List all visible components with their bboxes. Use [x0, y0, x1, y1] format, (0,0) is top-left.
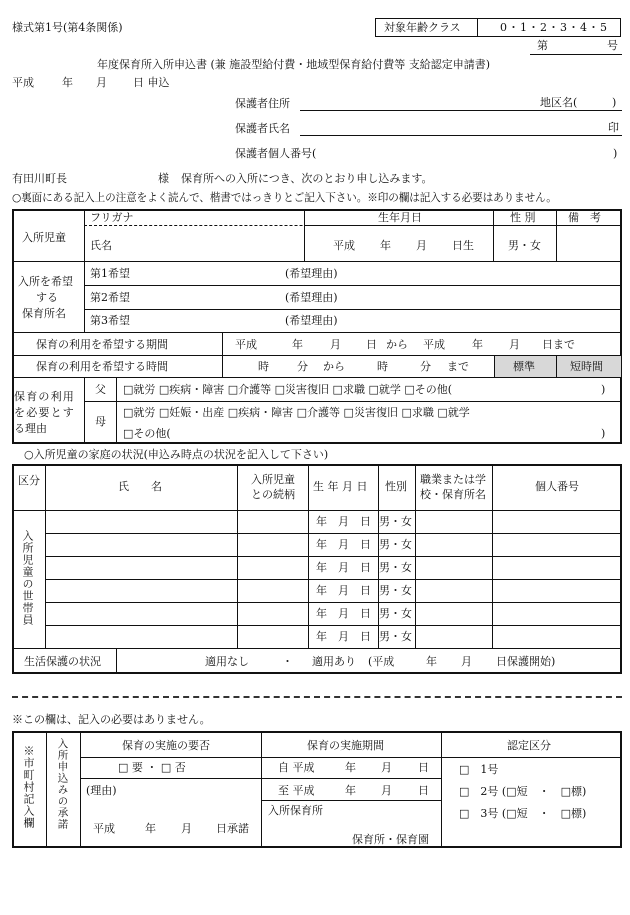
period-header: 保育の実施期間 — [307, 739, 384, 752]
child-birth-day: 日生 — [452, 239, 474, 252]
reason-father-label: 父 — [95, 383, 106, 396]
period-to-month: 月 — [509, 338, 520, 351]
welfare-dot: ・ — [282, 655, 293, 668]
approval-year: 年 — [145, 822, 156, 835]
preference-label-1: 入所を希望 — [18, 275, 73, 288]
notice-text: ○裏面にある記入上の注意をよく読んで、楷書ではっきりとご記入下さい。※印の欄は記入する必要はありません。 — [12, 192, 557, 204]
welfare-day-start: 日保護開始) — [496, 655, 556, 668]
request-text: 保育所への入所につき、次のとおり申し込みます。 — [181, 172, 433, 185]
household-row-birthdate[interactable]: 年 月 日 — [316, 607, 371, 620]
reason-father-close: ) — [601, 383, 606, 396]
apply-date-year: 年 — [62, 76, 73, 89]
period-to-day: 日まで — [542, 338, 575, 351]
reason-mother-label: 母 — [95, 415, 106, 428]
decision-header: 保育の実施の要否 — [122, 739, 210, 752]
household-heading: ○入所児童の家庭の状況(申込み時点の状況を記入して下さい) — [24, 448, 329, 461]
period-to-era: 平成 — [423, 338, 445, 351]
number-dai: 第 — [537, 39, 548, 52]
guardian-id-close: ) — [613, 147, 618, 160]
preference-1-label[interactable]: 第1希望 — [90, 267, 130, 280]
office-from-day: 日 — [418, 761, 429, 774]
child-gender-options[interactable]: 男・女 — [508, 239, 541, 252]
approval-day: 日承諾 — [216, 822, 249, 835]
reason-mother-other[interactable]: □その他( — [123, 427, 171, 440]
office-note: ※この欄は、記入の必要はありません。 — [12, 713, 211, 726]
reason-label-3: る理由 — [14, 422, 47, 435]
decision-reason: (理由) — [86, 784, 117, 797]
col-relation-1: 入所児童 — [251, 473, 295, 486]
cut-line — [12, 696, 622, 698]
child-gender-label: 性 別 — [510, 211, 536, 224]
hours-from-hour: 時 — [258, 360, 269, 373]
household-row-birthdate[interactable]: 年 月 日 — [316, 584, 371, 597]
guardian-name-label: 保護者氏名 — [235, 122, 290, 135]
col-relation-2: との続柄 — [251, 488, 295, 501]
approval-era: 平成 — [93, 822, 115, 835]
child-section-label: 入所児童 — [22, 231, 66, 244]
office-side-label: ※市町村記入欄 — [22, 745, 35, 829]
approval-month: 月 — [181, 822, 192, 835]
office-to-day: 日 — [418, 784, 429, 797]
hours-from-min: 分 — [297, 360, 308, 373]
office-app-label: 入所申込みの承諾 — [56, 738, 69, 830]
office-from-month: 月 — [381, 761, 392, 774]
reason-label-1: 保育の利用 — [14, 390, 75, 403]
child-birth-era: 平成 — [333, 239, 355, 252]
period-from-month: 月 — [330, 338, 341, 351]
welfare-era: (平成 — [368, 655, 395, 668]
guardian-address-label: 保護者住所 — [235, 97, 290, 110]
welfare-applied[interactable]: 適用あり — [312, 655, 356, 668]
hours-short[interactable]: 短時間 — [570, 360, 603, 373]
child-birth-year: 年 — [380, 239, 391, 252]
hours-label: 保育の利用を希望する時間 — [36, 360, 168, 373]
form-title: 年度保育所入所申込書 (兼 施設型給付費・地域型保育給付費等 支給認定申請書) — [97, 58, 491, 71]
period-to-year: 年 — [472, 338, 483, 351]
form-number: 様式第1号(第4条関係) — [12, 21, 123, 34]
preference-1-reason: (希望理由) — [285, 267, 338, 280]
period-kara: から — [386, 338, 408, 351]
reason-label-2: を必要とす — [14, 406, 75, 419]
welfare-month: 月 — [461, 655, 472, 668]
child-name-label: 氏名 — [90, 239, 112, 252]
office-to-month: 月 — [381, 784, 392, 797]
facility-label: 入所保育所 — [268, 804, 323, 817]
facility-suffix: 保育所・保育園 — [352, 833, 429, 846]
household-row-gender[interactable]: 男・女 — [379, 561, 412, 574]
period-from-year: 年 — [292, 338, 303, 351]
age-class-label: 対象年齢クラス — [384, 21, 461, 34]
hours-to-min: 分 — [420, 360, 431, 373]
number-go: 号 — [607, 39, 618, 52]
preference-2-reason: (希望理由) — [285, 291, 338, 304]
preference-label-3: 保育所名 — [22, 307, 66, 320]
apply-date-month: 月 — [96, 76, 107, 89]
household-row-gender[interactable]: 男・女 — [379, 630, 412, 643]
household-row-gender[interactable]: 男・女 — [379, 607, 412, 620]
office-from-year: 年 — [345, 761, 356, 774]
preference-3-label[interactable]: 第3希望 — [90, 314, 130, 327]
reason-mother-close: ) — [601, 427, 606, 440]
office-from-label: 自 平成 — [278, 761, 315, 774]
child-remarks-label: 備 考 — [568, 211, 601, 224]
cert-2[interactable]: □ 2号 (□短 ・ □標) — [459, 785, 587, 798]
welfare-year: 年 — [426, 655, 437, 668]
period-from-era: 平成 — [235, 338, 257, 351]
col-job-2: 校・保育所名 — [420, 488, 486, 501]
household-row-birthdate[interactable]: 年 月 日 — [316, 538, 371, 551]
addressee-sama: 様 — [158, 172, 169, 185]
preference-3-reason: (希望理由) — [285, 314, 338, 327]
child-birthdate-label: 生年月日 — [378, 211, 422, 224]
reason-father-options[interactable]: □就労 □疾病・障害 □介護等 □災害復旧 □求職 □就学 □その他( — [123, 383, 453, 396]
col-birth: 生 年 月 日 — [313, 480, 368, 493]
cert-1[interactable]: □ 1号 — [459, 763, 499, 776]
district-close: ) — [612, 96, 617, 109]
welfare-label: 生活保護の状況 — [24, 655, 101, 668]
hours-standard[interactable]: 標準 — [513, 360, 535, 373]
household-row-birthdate[interactable]: 年 月 日 — [316, 630, 371, 643]
household-row-birthdate[interactable]: 年 月 日 — [316, 515, 371, 528]
seal-mark: 印 — [608, 121, 619, 134]
col-job-1: 職業または学 — [420, 473, 486, 486]
guardian-id-label[interactable]: 保護者個人番号( — [235, 147, 317, 160]
welfare-none[interactable]: 適用なし — [205, 655, 249, 668]
period-label: 保育の利用を希望する期間 — [36, 338, 168, 351]
apply-date-era: 平成 — [12, 76, 34, 89]
reason-mother-options[interactable]: □就労 □妊娠・出産 □疾病・障害 □介護等 □災害復旧 □求職 □就学 — [123, 406, 470, 419]
hours-kara: から — [323, 360, 345, 373]
age-class-values[interactable]: 0・1・2・3・4・5 — [500, 21, 608, 34]
hours-made: まで — [447, 360, 469, 373]
col-name: 氏 名 — [118, 480, 162, 493]
office-to-label: 至 平成 — [278, 784, 315, 797]
col-kubun: 区分 — [18, 474, 40, 487]
household-row-gender[interactable]: 男・女 — [379, 584, 412, 597]
office-to-year: 年 — [345, 784, 356, 797]
period-from-day: 日 — [366, 338, 377, 351]
household-row-gender[interactable]: 男・女 — [379, 515, 412, 528]
household-row-gender[interactable]: 男・女 — [379, 538, 412, 551]
child-birth-month: 月 — [416, 239, 427, 252]
household-row-birthdate[interactable]: 年 月 日 — [316, 561, 371, 574]
household-side-label: 入所児童の世帯員 — [21, 530, 34, 626]
col-gender: 性別 — [385, 480, 407, 493]
preference-2-label[interactable]: 第2希望 — [90, 291, 130, 304]
cert-header: 認定区分 — [507, 739, 551, 752]
district-label[interactable]: 地区名( — [540, 96, 578, 109]
cert-3[interactable]: □ 3号 (□短 ・ □標) — [459, 807, 587, 820]
child-furigana-label: フリガナ — [90, 211, 134, 224]
apply-date-day: 日 申込 — [133, 76, 170, 89]
col-id: 個人番号 — [535, 480, 579, 493]
decision-options[interactable]: □ 要 ・ □ 否 — [118, 761, 186, 774]
preference-label-2: する — [36, 291, 58, 304]
addressee-mayor: 有田川町長 — [12, 172, 67, 185]
hours-to-hour: 時 — [377, 360, 388, 373]
